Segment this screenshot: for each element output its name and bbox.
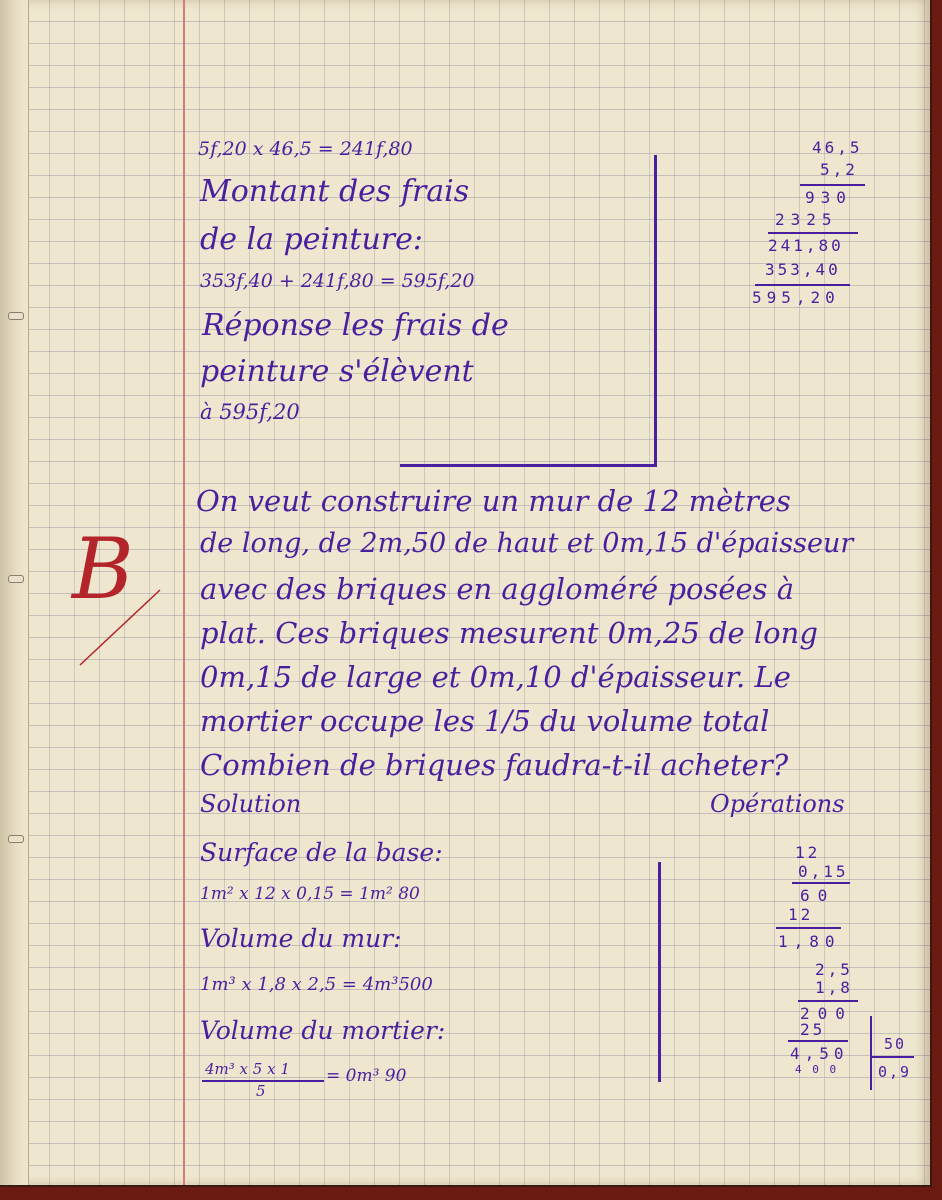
op-line: 353,40 [765, 260, 841, 279]
binding-stitch [8, 312, 24, 320]
formula-total: 353f,40 + 241f,80 = 595f,20 [200, 270, 475, 292]
op-line: 25 [800, 1020, 826, 1039]
problem-line-2: de long, de 2m,50 de haut et 0m,15 d'épaisseur [200, 528, 854, 559]
op-line: 595,20 [752, 288, 840, 307]
op-line: 1,8 [815, 978, 853, 997]
mortier-label: Volume du mortier: [200, 1016, 446, 1045]
binding-stitch [8, 835, 24, 843]
op-rule [792, 882, 850, 884]
operations-label: Opérations [710, 790, 845, 818]
op-line: 1,80 [778, 932, 841, 951]
op-rule [776, 927, 841, 929]
heading-paint-total-2: de la peinture: [200, 222, 423, 257]
op-line: 5,2 [820, 160, 858, 179]
solution-label: Solution [200, 790, 302, 818]
op-line: 2325 [775, 210, 838, 229]
volume-label: Volume du mur: [200, 924, 402, 953]
grade-mark: B [72, 520, 134, 618]
division-quotient: 0,9 [878, 1063, 912, 1081]
op-rule [788, 1040, 848, 1042]
heading-paint-total-1: Montant des frais [200, 174, 470, 209]
op-rule [768, 232, 858, 234]
binding-stitch [8, 575, 24, 583]
op-line: 12 [788, 905, 814, 924]
division-vertical-bar [870, 1016, 872, 1090]
surface-calc: 1m² x 12 x 0,15 = 1m² 80 [200, 884, 420, 904]
op-line: 4 0 0 [795, 1063, 839, 1076]
op-line: 241,80 [768, 236, 844, 255]
op-line: 2,5 [815, 960, 853, 979]
op-line: 46,5 [812, 138, 863, 157]
op-line: 200 [800, 1004, 853, 1023]
fraction-denominator: 5 [256, 1082, 266, 1100]
operations-divider [658, 862, 661, 1082]
box-vertical-line [654, 155, 657, 467]
problem-line-4: plat. Ces briques mesurent 0m,25 de long [200, 616, 818, 650]
answer-line-3: à 595f,20 [200, 400, 300, 424]
margin-line [183, 0, 185, 1185]
problem-line-6: mortier occupe les 1/5 du volume total [200, 704, 770, 738]
op-line: 60 [800, 886, 836, 905]
op-rule [755, 284, 850, 286]
division-horizontal-bar [872, 1056, 914, 1058]
surface-label: Surface de la base: [200, 838, 443, 867]
box-horizontal-line [400, 464, 657, 467]
answer-line-2: peinture s'élèvent [200, 354, 474, 389]
op-rule [800, 184, 865, 186]
grade-slash [70, 570, 170, 670]
division-divisor: 50 [884, 1035, 907, 1053]
answer-line-1: Réponse les frais de [202, 308, 509, 343]
problem-line-7: Combien de briques faudra-t-il acheter? [200, 748, 789, 782]
op-line: 12 [795, 843, 821, 862]
op-line: 4,50 [790, 1044, 849, 1063]
problem-line-3: avec des briques en aggloméré posées à [200, 572, 795, 606]
mortier-result: = 0m³ 90 [326, 1066, 407, 1086]
problem-line-1: On veut construire un mur de 12 mètres [196, 484, 791, 518]
fraction-numerator: 4m³ x 5 x 1 [205, 1060, 290, 1078]
problem-line-5: 0m,15 de large et 0m,10 d'épaisseur. Le [200, 660, 791, 694]
op-rule [798, 1000, 858, 1002]
formula-paint-cost: 5f,20 x 46,5 = 241f,80 [198, 138, 413, 160]
op-line: 930 [805, 188, 852, 207]
notebook-binding [0, 0, 29, 1185]
volume-calc: 1m³ x 1,8 x 2,5 = 4m³500 [200, 974, 433, 995]
op-line: 0,15 [798, 862, 849, 881]
